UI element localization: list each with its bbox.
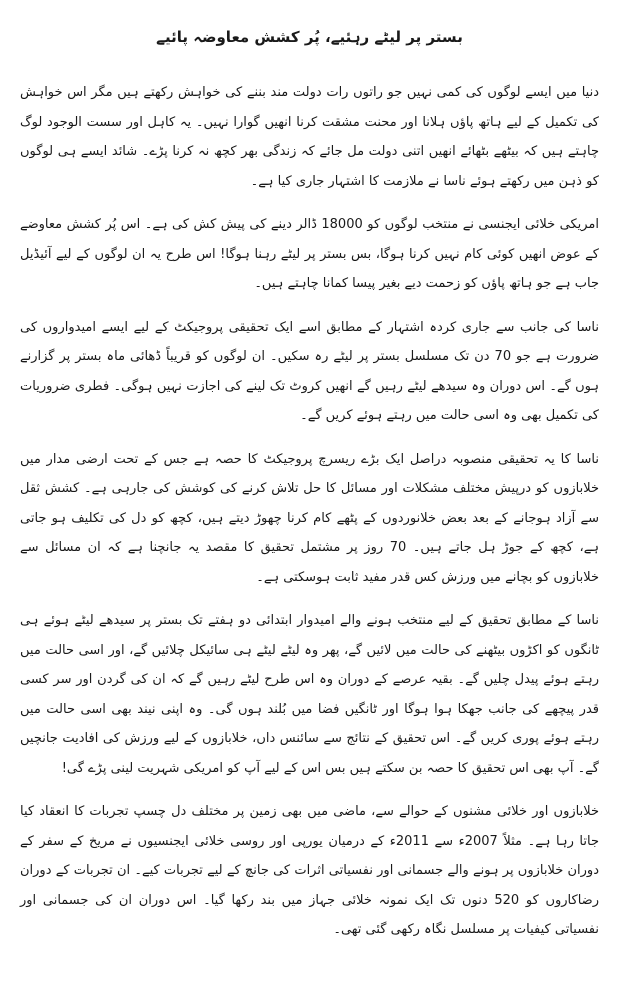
article-title: بستر پر لیٹے رہئیے، پُر کشش معاوضہ پائیے [156, 28, 463, 46]
paragraph-1: دنیا میں ایسے لوگوں کی کمی نہیں جو راتوں رات دولت مند بننے کی خواہش رکھتے ہیں مگر اس خواہش کی تکمیل کے لیے ہاتھ پاؤں ہلانا اور محنت مشقت کرنا انھیں گوارا نہیں۔ یہ کاہل اور سست الوجود لوگ چاہتے ہیں کہ بیٹھے بٹھائے انھیں اتنی دولت مل جائے کہ زندگی بھر کچھ نہ کرنا پڑے۔ شائد ایسے ہی لوگوں کو ذہن میں رکھتے ہوئے ناسا نے ملازمت کا اشتہار جاری کیا ہے۔ [20, 85, 599, 189]
paragraph-5: ناسا کے مطابق تحقیق کے لیے منتخب ہونے والے امیدوار ابتدائی دو ہفتے تک بستر پر سیدھے لیٹے ہوئے ہی ٹانگوں کو اکڑوں بیٹھنے کی حالت میں لائیں گے، پھر وہ لیٹے لیٹے ہی سائیکل چلائیں گے، اور اسی حالت میں رہتے ہوئے پیدل چلیں گے۔ بقیہ عرصے کے دوران وہ اس طرح لیٹے رہیں گے کہ ان کی گردن اور سر کسی قدر پیچھے کی جانب جھکا ہوا ہوگا اور ٹانگیں فضا میں بُلند ہوں گی۔ وہ اپنی نیند بھی اسی حالت میں رہتے ہوئے پوری کریں گے۔ اس تحقیق کے نتائج سے سائنس داں، خلابازوں کے لیے ورزش کی افادیت جانچیں گے۔ آپ بھی اس تحقیق کا حصہ بن سکتے ہیں بس اس کے لیے آپ کو امریکی شہریت لینی پڑے گی! [20, 613, 599, 776]
paragraph-2: امریکی خلائی ایجنسی نے منتخب لوگوں کو 18000 ڈالر دینے کی پیش کش کی ہے۔ اس پُر کشش معاوضے کے عوض انھیں کوئی کام نہیں کرنا ہوگا، بس بستر پر لیٹے رہنا ہوگا! اس طرح یہ ان لوگوں کے لیے آئیڈیل جاب ہے جو ہاتھ پاؤں کو زحمت دیے بغیر پیسا کمانا چاہتے ہیں۔ [20, 217, 600, 291]
paragraph-4: ناسا کا یہ تحقیقی منصوبہ دراصل ایک بڑے ریسرچ پروجیکٹ کا حصہ ہے جس کے تحت ارضی مدار میں خلابازوں کو درپیش مختلف مشکلات اور مسائل کا حل تلاش کرنے کی کوشش کی جارہی ہے۔ کشش ثقل سے آزاد ہوجانے کے بعد بعض خلانوردوں کے پٹھے کام کرنا چھوڑ دیتے ہیں، کچھ کو دل کی تکلیف ہو جاتی ہے، کچھ کے جوڑ ہل جاتے ہیں۔ 70 روز پر مشتمل تحقیق کا مقصد یہ جانچنا ہے کہ ان مسائل سے خلابازوں کو بچانے میں ورزش کس قدر مفید ثابت ہوسکتی ہے۔ [20, 451, 599, 585]
paragraph-3: ناسا کی جانب سے جاری کردہ اشتہار کے مطابق اسے ایک تحقیقی پروجیکٹ کے لیے ایسے امیدواروں کی ضرورت ہے جو 70 دن تک مسلسل بستر پر لیٹے رہ سکیں۔ ان لوگوں کو قریباً ڈھائی ماہ بستر پر گزارنے ہوں گے۔ اس دوران وہ سیدھے لیٹے رہیں گے انھیں کروٹ تک لینے کی اجازت نہیں ہوگی۔ فطری ضروریات کی تکمیل بھی وہ اسی حالت میں رہتے ہوئے کریں گے۔ [20, 319, 599, 423]
paragraph-6: خلابازوں اور خلائی مشنوں کے حوالے سے، ماضی میں بھی زمین پر مختلف دل چسپ تجربات کا انعقاد کیا جاتا رہا ہے۔ مثلاً 2007ء سے 2011ء کے درمیان یورپی اور روسی خلائی ایجنسیوں نے مریخ کے سفر کے دوران خلابازوں پر ہونے والے جسمانی اور نفسیاتی اثرات کی جانچ کے لیے تجربات کیے۔ ان تجربات کے دوران رضاکاروں کو 520 دنوں تک ایک نمونہ خلائی جہاز میں بند رکھا گیا۔ اس دوران ان کی جسمانی اور نفسیاتی کیفیات پر مسلسل نگاہ رکھی گئی تھی۔ [20, 804, 599, 937]
